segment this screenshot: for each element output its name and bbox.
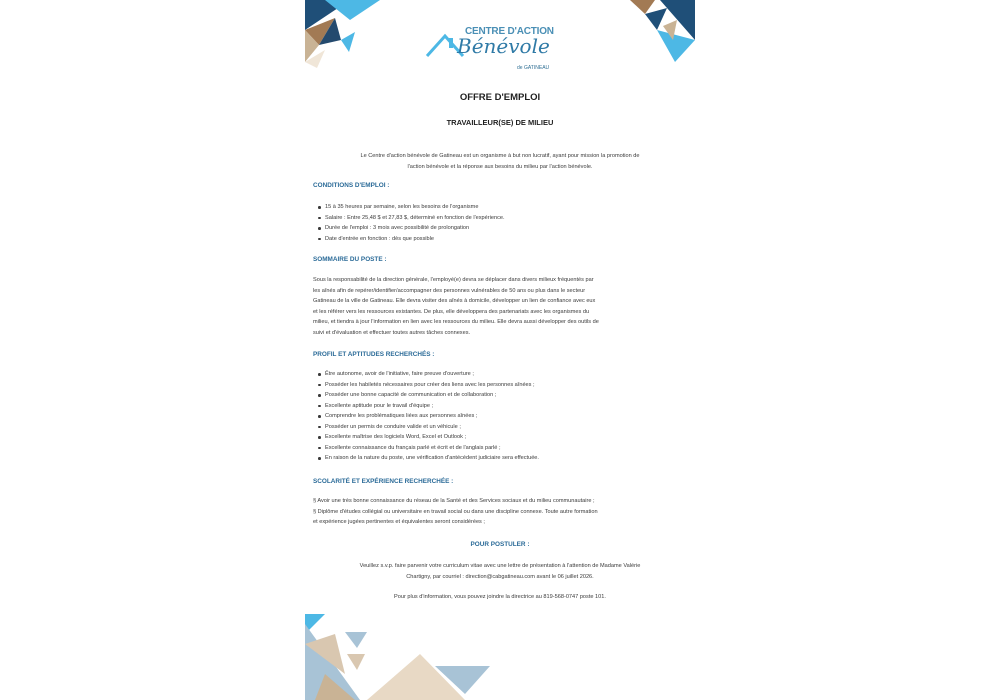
- intro-line: l'action bénévole et la réponse aux besoins du milieu par l'action bénévole.: [407, 163, 593, 170]
- apply-line: Chartigny, par courriel : direction@cabgatineau.com avant le 06 juillet 2026.: [406, 573, 594, 580]
- logo-line2: Bénévole: [457, 34, 550, 58]
- summary-line: Gatineau de la ville de Gatineau. Elle devra visiter des aînés à domicile, développer un lien de confiance avec eux: [313, 298, 596, 304]
- logo-line3: de GATINEAU: [517, 65, 550, 71]
- summary-line: et les référer vers les ressources existantes. De plus, elle développera des partenariats avec les organismes du: [313, 308, 590, 315]
- job-title: TRAVAILLEUR(SE) DE MILIEU: [446, 118, 554, 127]
- list-item: Durée de l'emploi : 3 mois avec possibilité de prolongation: [325, 223, 695, 234]
- intro-line: Le Centre d'action bénévole de Gatineau est un organisme à but non lucratif, ayant pour mission la promotion de: [360, 153, 640, 159]
- job-offer-document: [305, 0, 695, 700]
- decorative-triangles-top-right: [615, 0, 695, 70]
- education-line: § Avoir une très bonne connaissance du réseau de la Santé et des Services sociaux et du milieu communautaire ;: [313, 498, 595, 504]
- intro-paragraph: [313, 151, 687, 172]
- education-line: § Diplôme d'études collégial ou universitaire en travail social ou dans une discipline connexe. Toute autre formation: [313, 508, 598, 515]
- summary-paragraph: [313, 275, 687, 338]
- list-item: Être autonome, avoir de l'initiative, faire preuve d'ouverture ;: [325, 369, 695, 380]
- list-item: Excellente maîtrise des logiciels Word, Excel et Outlook ;: [325, 432, 695, 443]
- profile-list: [313, 369, 695, 464]
- decorative-triangles-bottom: [305, 614, 505, 700]
- summary-line: suivi et d'évaluation et effectuer toutes autres tâches connexes.: [313, 329, 471, 336]
- summary-line: Sous la responsabilité de la direction générale, l'employé(e) devra se déplacer dans divers milieux fréquentés par: [313, 277, 594, 283]
- list-item: Posséder une bonne capacité de communication et de collaboration ;: [325, 390, 695, 401]
- list-item: Comprendre les problématiques liées aux personnes aînées ;: [325, 411, 695, 422]
- education-heading: SCOLARITÉ ET EXPÉRIENCE RECHERCHÉE :: [313, 478, 454, 485]
- profile-heading: PROFIL ET APTITUDES RECHERCHÉS :: [313, 351, 435, 358]
- list-item: En raison de la nature du poste, une vérification d'antécédent judiciaire sera effectuée.: [325, 453, 695, 464]
- summary-line: les aînés afin de repérer/identifier/accompagner des personnes vulnérables de 50 ans ou plus dans le secteur: [313, 287, 586, 294]
- conditions-list: [313, 202, 695, 244]
- apply-heading: POUR POSTULER :: [470, 541, 530, 548]
- summary-line: milieu, et tiendra à jour l'information en lien avec les ressources du milieu. Elle devra aussi développer des outils de: [313, 319, 599, 325]
- conditions-heading: CONDITIONS D'EMPLOI :: [313, 182, 390, 189]
- document-title: OFFRE D'EMPLOI: [459, 92, 541, 103]
- apply-paragraph: [313, 561, 687, 582]
- summary-heading: SOMMAIRE DU POSTE :: [313, 256, 387, 263]
- apply-line: Veuillez s.v.p. faire parvenir votre curriculum vitae avec une lettre de présentation à l'attention de Madame Valérie: [359, 563, 641, 569]
- decorative-triangles-top-left: [305, 0, 385, 68]
- list-item: Date d'entrée en fonction : dès que possible: [325, 234, 695, 245]
- contact-line: Pour plus d'information, vous pouvez joindre la directrice au 819-568-0747 poste 101.: [394, 594, 606, 600]
- list-item: Excellente aptitude pour le travail d'équipe ;: [325, 401, 695, 412]
- list-item: Excellente connaissance du français parlé et écrit et de l'anglais parlé ;: [325, 443, 695, 454]
- list-item: Posséder les habiletés nécessaires pour créer des liens avec les personnes aînées ;: [325, 380, 695, 391]
- organization-logo: [425, 26, 575, 76]
- list-item: Salaire : Entre 25,48 $ et 27,83 $, déterminé en fonction de l'expérience.: [325, 213, 695, 224]
- education-paragraph: [313, 496, 687, 528]
- logo-line1: CENTRE D'ACTION: [465, 26, 554, 37]
- education-line: et expérience jugées pertinentes et équivalentes seront considérées ;: [313, 519, 485, 525]
- list-item: Posséder un permis de conduire valide et un véhicule ;: [325, 422, 695, 433]
- list-item: 15 à 35 heures par semaine, selon les besoins de l'organisme: [325, 202, 695, 213]
